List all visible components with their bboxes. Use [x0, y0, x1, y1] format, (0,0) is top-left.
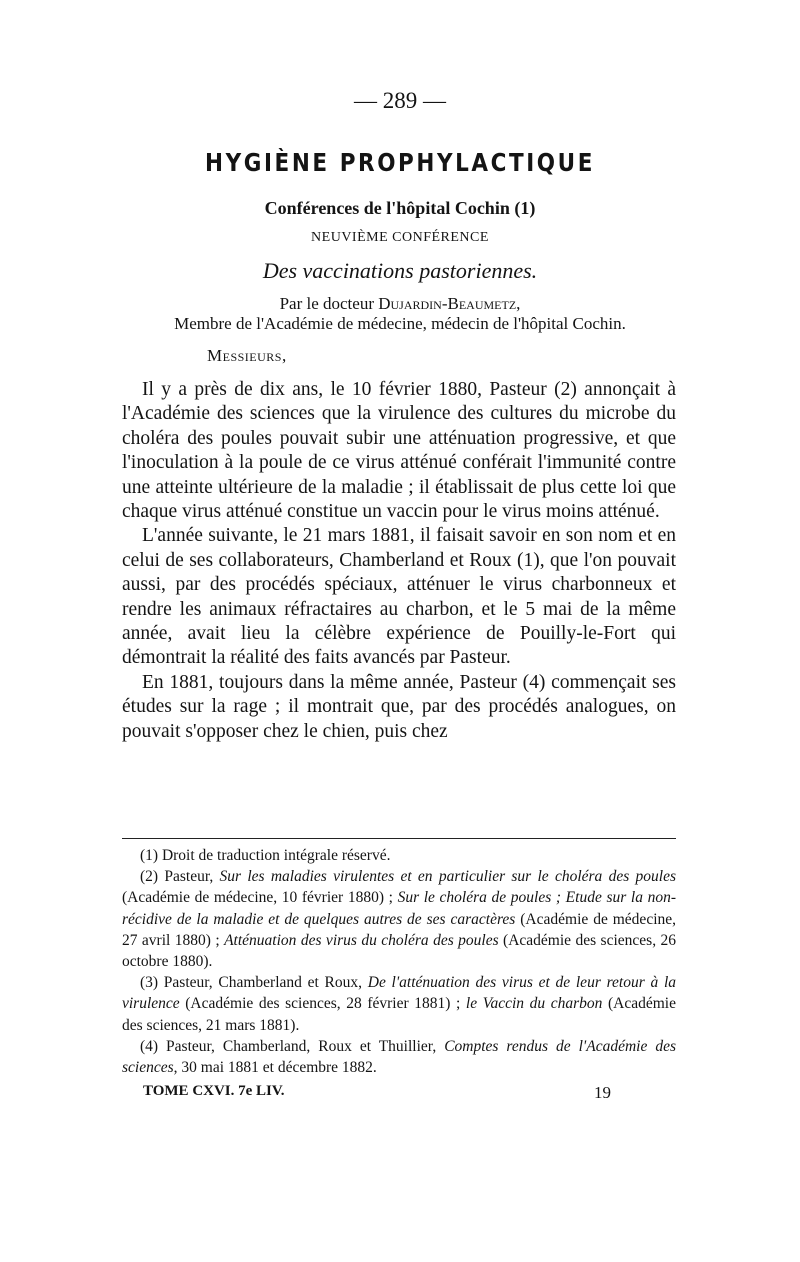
- author-affiliation: Membre de l'Académie de médecine, médecin de l'hôpital Cochin.: [174, 314, 626, 333]
- page-number: — 289 —: [354, 88, 446, 113]
- footnote-4: [122, 1036, 676, 1078]
- footnote-3: [122, 972, 676, 1036]
- footnote-text: (Académie de médecine, 10 février 1880) ;: [122, 889, 398, 907]
- signature-mark: 19: [594, 1083, 611, 1102]
- paragraph: En 1881, toujours dans la même année, Pasteur (4) commençait ses études sur la rage ; il montrait que, par des procédés analogues, on pouvait s'opposer chez le chien, puis chez: [122, 671, 676, 742]
- footnote-work-title: Comptes rendus de l'Académie des sciences: [122, 1037, 676, 1077]
- author-name: Dujardin-Beaumetz,: [378, 294, 521, 313]
- footnote-work-title: Atténuation des virus du choléra des poules: [224, 931, 499, 949]
- series-subtitle: Conférences de l'hôpital Cochin (1): [264, 198, 536, 218]
- footnote-work-title: le Vaccin du charbon: [465, 995, 603, 1013]
- page-footer: [143, 1083, 611, 1100]
- footnote-work-title: Sur le choléra de poules ; Etude sur la non-récidive de la maladie et de quelques autres de ses caractères: [122, 889, 676, 928]
- salutation: Messieurs,: [207, 346, 287, 365]
- footnote-text: (Académie des sciences, 26 octobre 1880).: [122, 931, 676, 971]
- paragraph: Il y a près de dix ans, le 10 février 1880, Pasteur (2) annonçait à l'Académie des sciences que la virulence des cultures du microbe du choléra des poules pouvait subir une atténuation progressive, et que l'inoculation à la poule de ce virus atténué conférait l'immunité contre une atteinte ultérieure de la maladie ; il établissait de plus cette loi que chaque virus atténué constitue un vaccin pour le virus moins atténué.: [122, 379, 676, 523]
- footnote-work-title: De l'atténuation des virus et de leur retour à la virulence: [122, 974, 677, 1013]
- footnote-work-title: Sur les maladies virulentes et en particulier sur le choléra des poules: [219, 868, 676, 886]
- footnote-1: (1) Droit de traduction intégrale réservé.: [140, 847, 391, 864]
- body-text: [122, 378, 676, 744]
- footnote-lead: (3) Pasteur, Chamberland et Roux,: [140, 974, 368, 992]
- footnote-lead: (2) Pasteur,: [140, 868, 220, 886]
- footnote-text: (Académie des sciences, 28 février 1881) ;: [179, 995, 466, 1013]
- footnote-lead: (4) Pasteur, Chamberland, Roux et Thuillier,: [140, 1037, 445, 1055]
- footnote-text: , 30 mai 1881 et décembre 1882.: [173, 1059, 377, 1077]
- footnote-2: [122, 866, 676, 972]
- author-line: [0, 294, 800, 314]
- lecture-title: Des vaccinations pastoriennes.: [262, 258, 538, 283]
- section-title: HYGIÈNE PROPHYLACTIQUE: [205, 148, 595, 177]
- footnote-rule: [122, 838, 676, 839]
- footnote-text: (Académie des sciences, 21 mars 1881).: [122, 995, 676, 1034]
- conference-number: NEUVIÈME CONFÉRENCE: [311, 230, 489, 245]
- volume-label: TOME CXVI. 7e LIV.: [143, 1083, 285, 1099]
- footnotes: [122, 845, 676, 1078]
- author-prefix: Par le docteur: [279, 294, 379, 313]
- footnote-text: (Académie de médecine, 27 avril 1880) ;: [122, 910, 677, 949]
- paragraph: L'année suivante, le 21 mars 1881, il faisait savoir en son nom et en celui de ses collaborateurs, Chamberland et Roux (1), que l'on pouvait aussi, par des procédés spéciaux, atténuer le virus charbonneux et rendre les animaux réfractaires au charbon, et le 5 mai de la même année, avait lieu la célèbre expérience de Pouilly-le-Fort qui démontrait la réalité des faits avancés par Pasteur.: [122, 525, 676, 669]
